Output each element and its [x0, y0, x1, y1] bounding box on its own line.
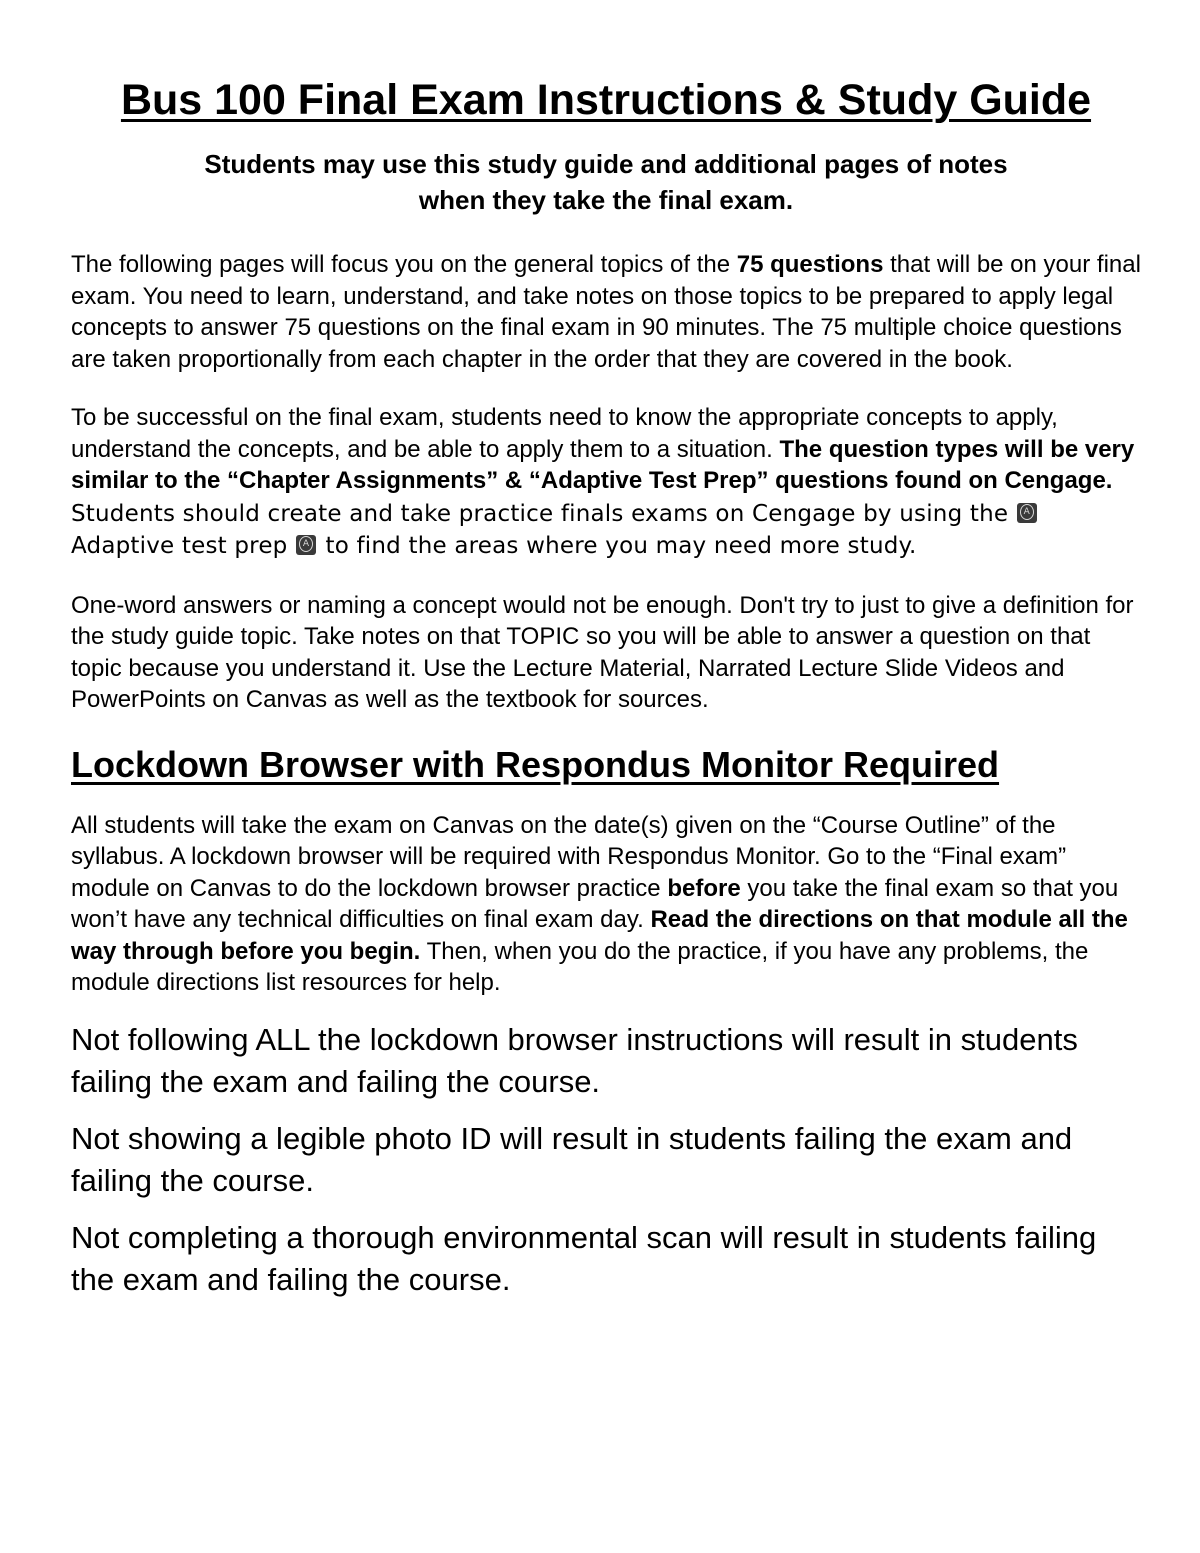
adaptive-test-prep-icon	[296, 535, 316, 555]
subtitle	[71, 146, 1141, 218]
adaptive-test-prep-icon	[1017, 503, 1037, 523]
warning-lockdown-instructions: Not following ALL the lockdown browser instructions will result in students failing the exam and failing the course.	[71, 1021, 1078, 1099]
success-text-2: Students should create and take practice finals exams on Cengage by using the	[71, 500, 1016, 527]
lockdown-text-1: All students will take the exam on Canvas on the date(s) given on the “Course Outline” of the syllabus. A lockdown browser will be required with Respondus Monitor. Go to the “Final exam” module on Canvas to do the lockdown browser practice	[71, 811, 1067, 902]
lockdown-paragraph	[71, 810, 1141, 999]
warning-environmental-scan: Not completing a thorough environmental scan will result in students failing the exam and failing the course.	[71, 1219, 1097, 1297]
intro-paragraph	[71, 249, 1141, 375]
subtitle-line-2: when they take the final exam.	[418, 185, 794, 215]
success-bold-question-types: The question types will be very similar to the “Chapter Assignments” & “Adaptive Test Prep” questions found on Cengage.	[71, 435, 1135, 494]
lockdown-text-3: Then, when you do the practice, if you have any problems, the module directions list resources for help.	[71, 937, 1089, 996]
lockdown-bold-before: before	[667, 874, 741, 902]
success-paragraph	[71, 402, 1141, 563]
warning-photo-id: Not showing a legible photo ID will result in students failing the exam and failing the course.	[71, 1120, 1073, 1198]
one-word-paragraph: One-word answers or naming a concept would not be enough. Don't try to just to give a definition for the study guide topic. Take notes on that TOPIC so you will be able to answer a question on that topic because you understand it. Use the Lecture Material, Narrated Lecture Slide Videos and PowerPoints on Canvas as well as the textbook for sources.	[71, 591, 1134, 713]
success-text-1: To be successful on the final exam, students need to know the appropriate concepts to apply, understand the concepts, and be able to apply them to a situation.	[71, 404, 1058, 463]
intro-bold-question-count: 75 questions	[736, 251, 884, 278]
success-text-3: Adaptive test prep	[71, 533, 295, 559]
document-page	[71, 70, 1141, 1301]
page-title: Bus 100 Final Exam Instructions & Study Guide	[120, 76, 1092, 124]
intro-text-1: The following pages will focus you on the general topics of the	[71, 251, 737, 278]
lockdown-heading: Lockdown Browser with Respondus Monitor Required	[71, 743, 1000, 785]
lockdown-text-2: you take the final exam so that you won’t have any technical difficulties on final exam day.	[71, 874, 1119, 933]
success-text-4: to find the areas where you may need more study.	[318, 533, 917, 559]
subtitle-line-1: Students may use this study guide and additional pages of notes	[204, 149, 1008, 179]
intro-text-2: that will be on your final exam. You need to learn, understand, and take notes on those topics to be prepared to apply legal concepts to answer 75 questions on the final exam in 90 minutes. The 75 multiple choice questions are taken proportionally from each chapter in the order that they are covered in the book.	[71, 251, 1141, 373]
lockdown-bold-read-directions: Read the directions on that module all the way through before you begin.	[71, 906, 1128, 965]
